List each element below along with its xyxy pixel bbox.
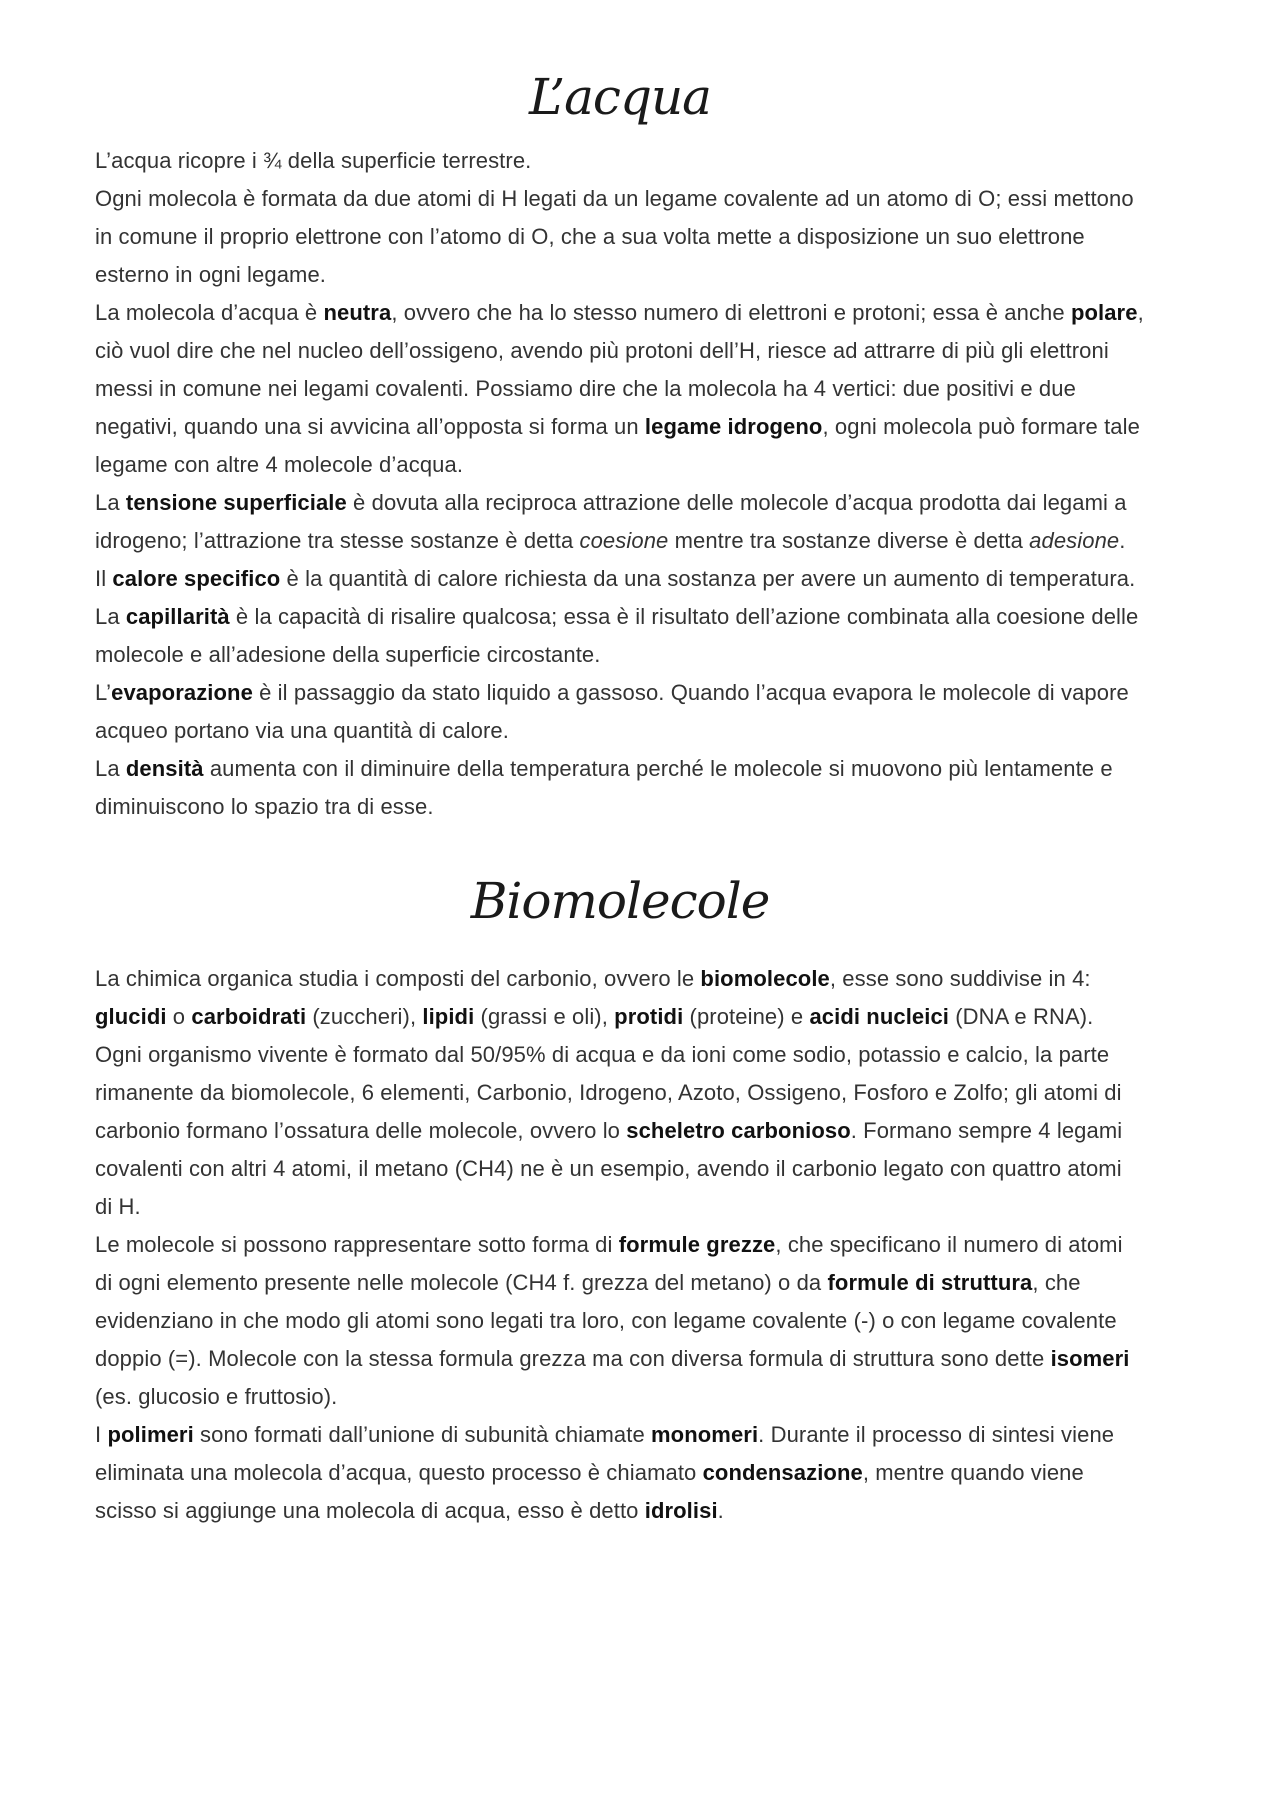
paragraph — [95, 750, 1145, 826]
italic-term: coesione — [579, 528, 669, 553]
bold-term: idrolisi — [644, 1498, 718, 1523]
text-run: è il passaggio da stato liquido a gassoso. Quando l’acqua evapora le molecole di vapore acqueo portano via una quantità di calore. — [95, 680, 1129, 743]
bold-term: legame idrogeno — [644, 414, 823, 439]
text-run: Ogni organismo vivente è formato dal 50/95% di acqua e da ioni come sodio, potassio e calcio, la parte rimanente da biomolecole, 6 elementi, Carbonio, Idrogeno, Azoto, Ossigeno, Fosforo e Zolfo; gli atomi di carbonio formano l’ossatura delle molecole, ovvero lo — [95, 1042, 1122, 1143]
bold-term: lipidi — [422, 1004, 475, 1029]
text-run: (es. glucosio e fruttosio). — [95, 1384, 338, 1409]
bold-term: densità — [125, 756, 204, 781]
text-run: , che specificano il numero di atomi di ogni elemento presente nelle molecole (CH4 f. grezza del metano) o da — [95, 1232, 1123, 1295]
bold-term: biomolecole — [700, 966, 830, 991]
text-run: I — [95, 1422, 108, 1447]
bold-term: glucidi — [95, 1004, 167, 1029]
bold-term: evaporazione — [111, 680, 253, 705]
paragraph — [95, 1226, 1145, 1416]
bold-term: calore specifico — [112, 566, 281, 591]
paragraph — [95, 598, 1145, 674]
paragraph — [95, 1416, 1145, 1530]
document-page — [95, 0, 1145, 1530]
bold-term: scheletro carbonioso — [626, 1118, 851, 1143]
bold-term: monomeri — [651, 1422, 759, 1447]
text-run: o — [166, 1004, 192, 1029]
paragraph — [95, 1036, 1145, 1226]
text-run: . — [1119, 528, 1126, 553]
section-title-acqua: L’acqua — [529, 68, 711, 126]
text-run: La chimica organica studia i composti del carbonio, ovvero le — [95, 966, 701, 991]
bold-term: protidi — [614, 1004, 684, 1029]
paragraph — [95, 180, 1145, 294]
text-run: , ciò vuol dire che nel nucleo dell’ossigeno, avendo più protoni dell’H, riesce ad attrarre di più gli elettroni messi in comune nei legami covalenti. Possiamo dire che la molecola ha 4 vertici: due positivi e due negativi, quando una si avvicina all’opposta si forma un — [95, 300, 1144, 439]
text-run: , ogni molecola può formare tale legame con altre 4 molecole d’acqua. — [95, 414, 1140, 477]
text-run: sono formati dall’unione di subunità chiamate — [193, 1422, 652, 1447]
text-run: (proteine) e — [683, 1004, 810, 1029]
bold-term: formule grezze — [618, 1232, 776, 1257]
bold-term: acidi nucleici — [809, 1004, 950, 1029]
text-run: L’ — [95, 680, 112, 705]
text-run: (zuccheri), — [306, 1004, 423, 1029]
paragraph — [95, 142, 1145, 180]
text-run: , esse sono suddivise in 4: — [829, 966, 1091, 991]
text-run: Le molecole si possono rappresentare sotto forma di — [95, 1232, 619, 1257]
paragraph — [95, 560, 1145, 598]
text-run: è la quantità di calore richiesta da una sostanza per avere un aumento di temperatura. — [280, 566, 1136, 591]
paragraph — [95, 960, 1145, 1036]
text-run: . — [717, 1498, 724, 1523]
text-run: , mentre quando viene scisso si aggiunge una molecola di acqua, esso è detto — [95, 1460, 1084, 1523]
bold-term: capillarità — [125, 604, 230, 629]
bold-term: tensione superficiale — [125, 490, 347, 515]
text-run: . Durante il processo di sintesi viene eliminata una molecola d’acqua, questo processo è chiamato — [95, 1422, 1115, 1485]
bold-term: formule di struttura — [827, 1270, 1033, 1295]
text-run: , ovvero che ha lo stesso numero di elettroni e protoni; essa è anche — [391, 300, 1071, 325]
section-title-biomolecole: Biomolecole — [470, 872, 770, 930]
bold-term: polare — [1070, 300, 1138, 325]
text-run: mentre tra sostanze diverse è detta — [668, 528, 1030, 553]
text-run: (grassi e oli), — [474, 1004, 615, 1029]
text-run: L’acqua ricopre i ¾ della superficie terrestre. — [95, 148, 532, 173]
text-run: La — [95, 604, 126, 629]
text-run: è la capacità di risalire qualcosa; essa è il risultato dell’azione combinata alla coesione delle molecole e all’adesione della superficie circostante. — [95, 604, 1139, 667]
paragraph — [95, 294, 1145, 484]
section-biomolecole — [95, 960, 1145, 1530]
bold-term: condensazione — [702, 1460, 863, 1485]
text-run: La — [95, 756, 126, 781]
text-run: aumenta con il diminuire della temperatura perché le molecole si muovono più lentamente e diminuiscono lo spazio tra di esse. — [95, 756, 1113, 819]
section-acqua — [95, 142, 1145, 826]
bold-term: neutra — [323, 300, 392, 325]
text-run: La molecola d’acqua è — [95, 300, 324, 325]
text-run: Ogni molecola è formata da due atomi di H legati da un legame covalente ad un atomo di O; essi mettono in comune il proprio elettrone con l’atomo di O, che a sua volta mette a disposizione un suo elettrone esterno in ogni legame. — [95, 186, 1134, 287]
text-run: (DNA e RNA). — [949, 1004, 1094, 1029]
paragraph — [95, 674, 1145, 750]
bold-term: isomeri — [1050, 1346, 1130, 1371]
text-run: . Formano sempre 4 legami covalenti con altri 4 atomi, il metano (CH4) ne è un esempio, avendo il carbonio legato con quattro atomi di H. — [95, 1118, 1123, 1219]
bold-term: polimeri — [107, 1422, 194, 1447]
text-run: è dovuta alla reciproca attrazione delle molecole d’acqua prodotta dai legami a idrogeno; l’attrazione tra stesse sostanze è detta — [95, 490, 1127, 553]
text-run: Il — [95, 566, 113, 591]
bold-term: carboidrati — [191, 1004, 307, 1029]
text-run: La — [95, 490, 126, 515]
italic-term: adesione — [1029, 528, 1120, 553]
text-run: , che evidenziano in che modo gli atomi sono legati tra loro, con legame covalente (-) o con legame covalente doppio (=). Molecole con la stessa formula grezza ma con diversa formula di struttura sono dette — [95, 1270, 1117, 1371]
paragraph — [95, 484, 1145, 560]
